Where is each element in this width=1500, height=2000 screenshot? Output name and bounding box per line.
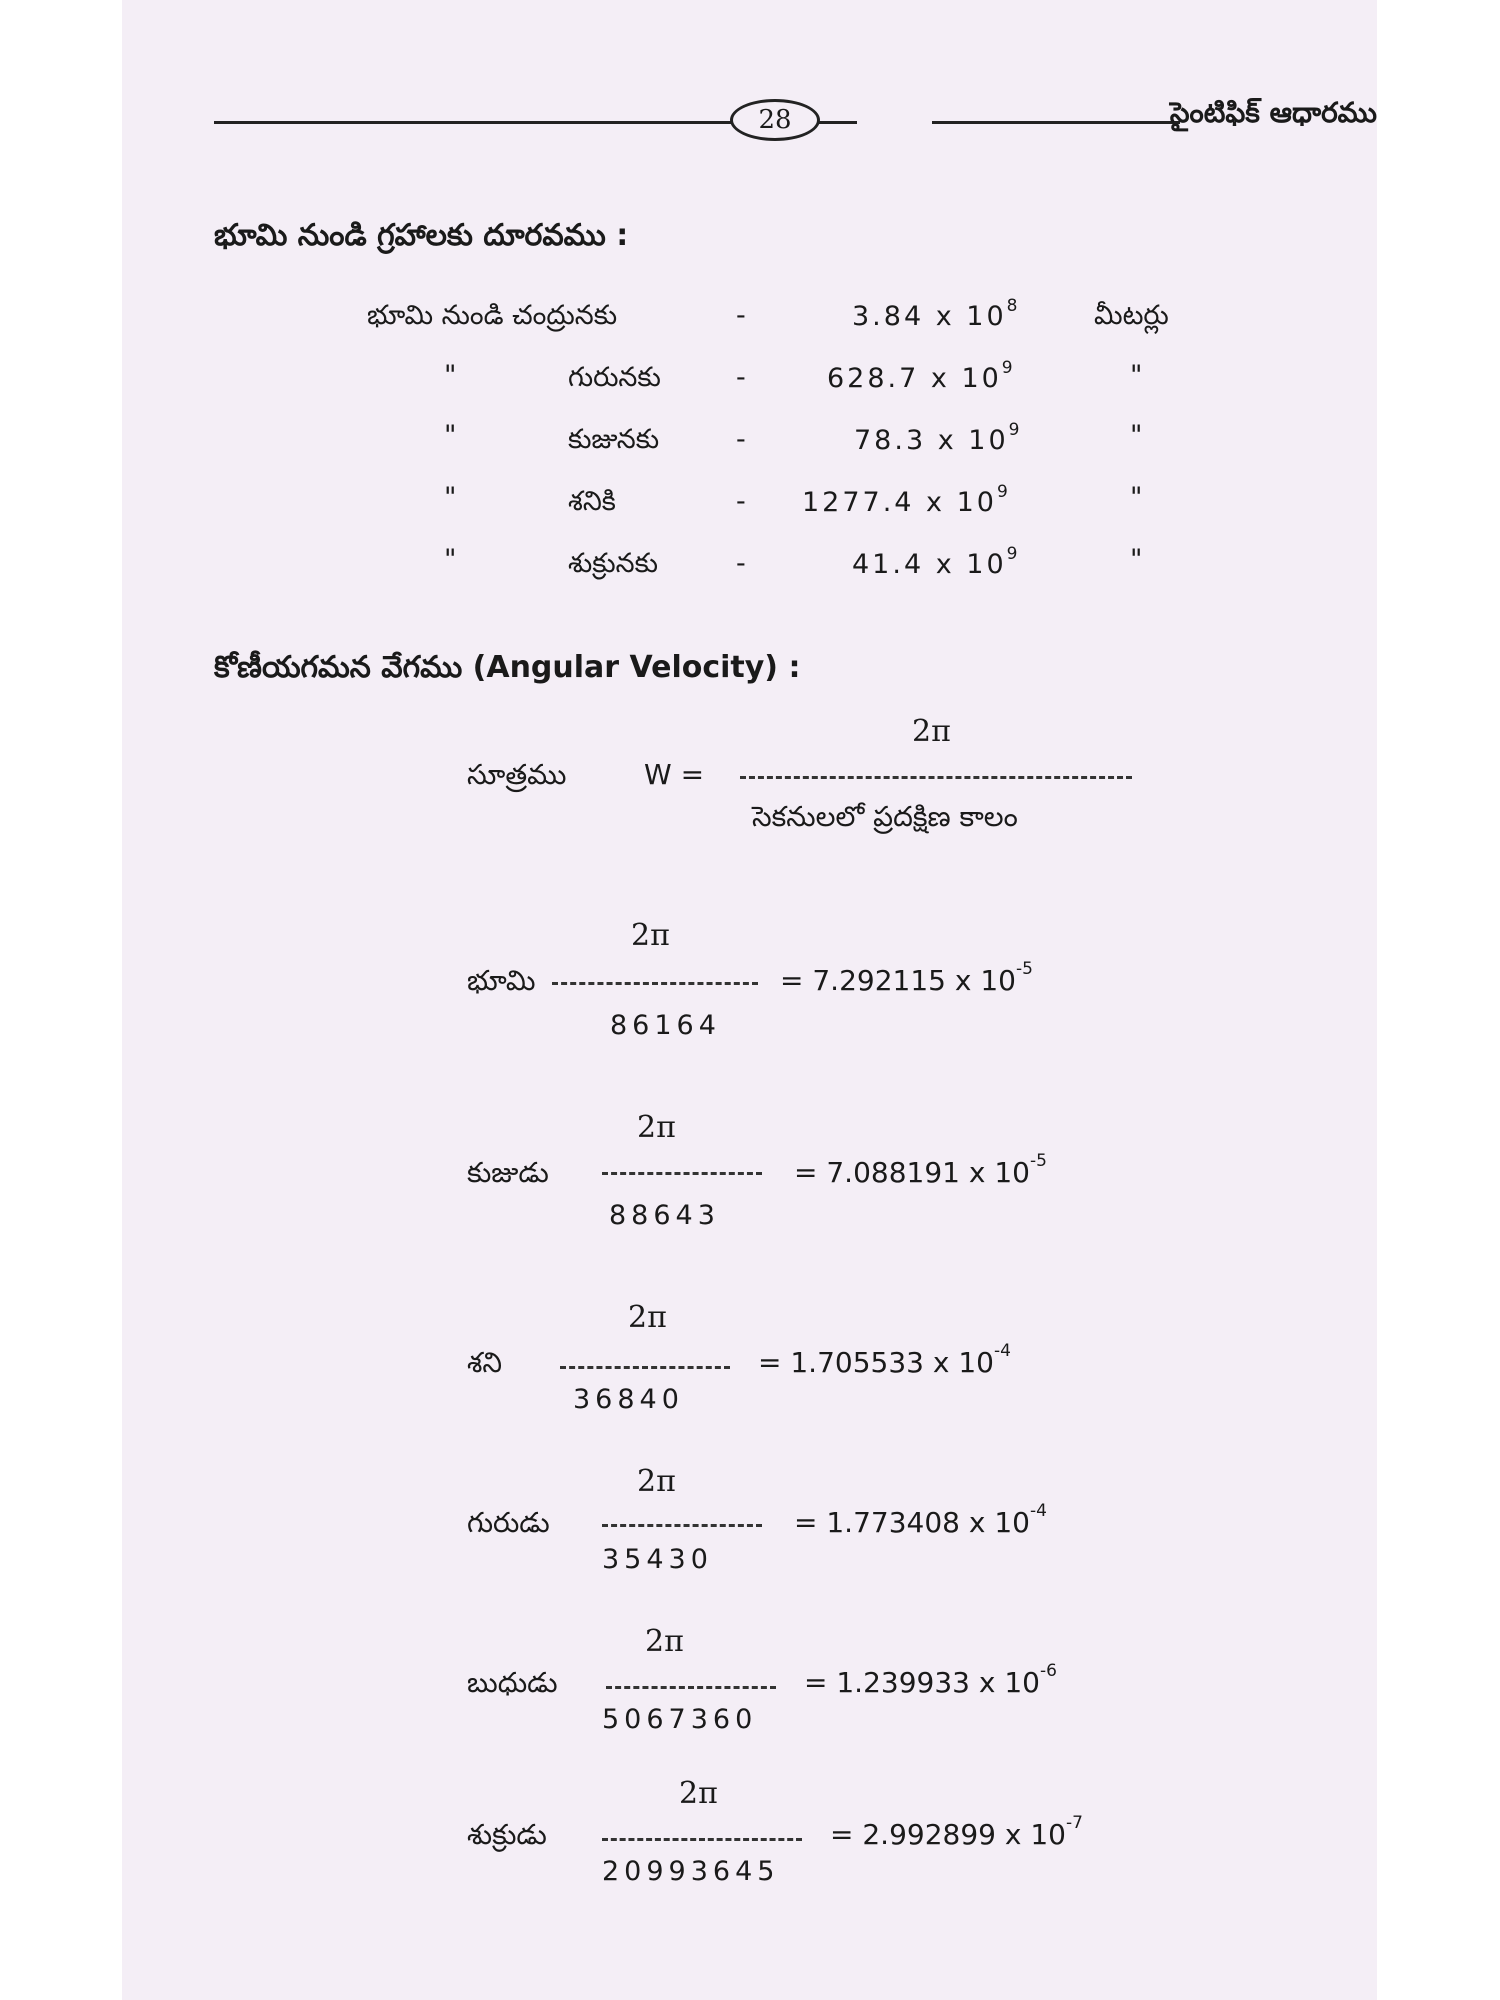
planet-label: భూమి <box>467 964 536 997</box>
distance-dash: - <box>736 362 746 393</box>
velocity-result: = 7.292115 x $10^{-5}$ <box>780 958 1033 997</box>
distance-dash: - <box>736 548 746 579</box>
fraction-numerator: 2π <box>645 1624 684 1659</box>
distance-dash: - <box>736 424 746 455</box>
planet-label: బుధుడు <box>467 1666 558 1699</box>
distance-label: శనికి <box>568 486 616 517</box>
distance-value: 78.3 x $10^9$ <box>854 420 1023 456</box>
distance-label: భూమి నుండి చంద్రునకు <box>367 300 618 331</box>
velocity-result: = 1.239933 x $10^{-6}$ <box>804 1660 1057 1699</box>
formula-numerator: 2π <box>912 714 951 749</box>
fraction-denominator: 36840 <box>573 1384 684 1415</box>
distance-heading: భూమి నుండి గ్రహాలకు దూరవము : <box>214 218 629 253</box>
ditto-mark: " <box>1130 420 1143 451</box>
planet-label: గురుడు <box>467 1506 550 1539</box>
formula-denominator: సెకనులలో ప్రదక్షిణ కాలం <box>752 800 1018 833</box>
fraction-numerator: 2π <box>637 1110 676 1145</box>
fraction-bar <box>602 1524 762 1527</box>
ditto-mark: " <box>444 482 457 513</box>
fraction-denominator: 86164 <box>610 1010 721 1041</box>
formula-label: సూత్రము <box>467 758 567 791</box>
planet-label: కుజుడు <box>467 1156 549 1189</box>
page-number: 28 <box>730 99 820 141</box>
fraction-numerator: 2π <box>679 1776 718 1811</box>
fraction-bar <box>740 776 1132 779</box>
velocity-result: = 1.705533 x $10^{-4}$ <box>758 1340 1011 1379</box>
fraction-bar <box>602 1172 762 1175</box>
fraction-bar <box>560 1366 730 1369</box>
fraction-bar <box>552 982 758 985</box>
fraction-bar <box>602 1838 802 1841</box>
ditto-mark: " <box>1130 482 1143 513</box>
ditto-mark: " <box>444 544 457 575</box>
fraction-denominator: 88643 <box>609 1200 720 1231</box>
distance-value: 41.4 x $10^9$ <box>852 544 1021 580</box>
fraction-numerator: 2π <box>628 1300 667 1335</box>
fraction-denominator: 5067360 <box>602 1704 758 1735</box>
distance-value: 628.7 x $10^9$ <box>827 358 1016 394</box>
fraction-bar <box>606 1686 776 1689</box>
distance-label: గురునకు <box>568 362 661 393</box>
distance-value: 1277.4 x $10^9$ <box>802 482 1011 518</box>
fraction-numerator: 2π <box>631 918 670 953</box>
distance-value: 3.84 x $10^8$ <box>852 296 1021 332</box>
distance-dash: - <box>736 300 746 331</box>
ditto-mark: " <box>444 420 457 451</box>
page-header <box>122 0 1377 160</box>
fraction-denominator: 20993645 <box>602 1856 780 1887</box>
distance-dash: - <box>736 486 746 517</box>
distance-unit: మీటర్లు <box>1094 300 1169 331</box>
distance-label: శుక్రునకు <box>568 548 659 579</box>
header-rule-right <box>932 121 1180 124</box>
running-title: సైంటిఫిక్ ఆధారము <box>1169 96 1377 129</box>
ditto-mark: " <box>444 360 457 391</box>
velocity-result: = 7.088191 x $10^{-5}$ <box>794 1150 1047 1189</box>
planet-label: శని <box>467 1346 503 1379</box>
velocity-result: = 2.992899 x $10^{-7}$ <box>830 1812 1083 1851</box>
formula-lhs: W = <box>644 758 705 791</box>
book-page <box>122 0 1377 2000</box>
velocity-result: = 1.773408 x $10^{-4}$ <box>794 1500 1047 1539</box>
fraction-numerator: 2π <box>637 1464 676 1499</box>
velocity-heading: కోణీయగమన వేగము (Angular Velocity) : <box>214 650 801 685</box>
distance-label: కుజునకు <box>568 424 660 455</box>
fraction-denominator: 35430 <box>602 1544 713 1575</box>
planet-label: శుక్రుడు <box>467 1818 547 1851</box>
ditto-mark: " <box>1130 544 1143 575</box>
ditto-mark: " <box>1130 360 1143 391</box>
